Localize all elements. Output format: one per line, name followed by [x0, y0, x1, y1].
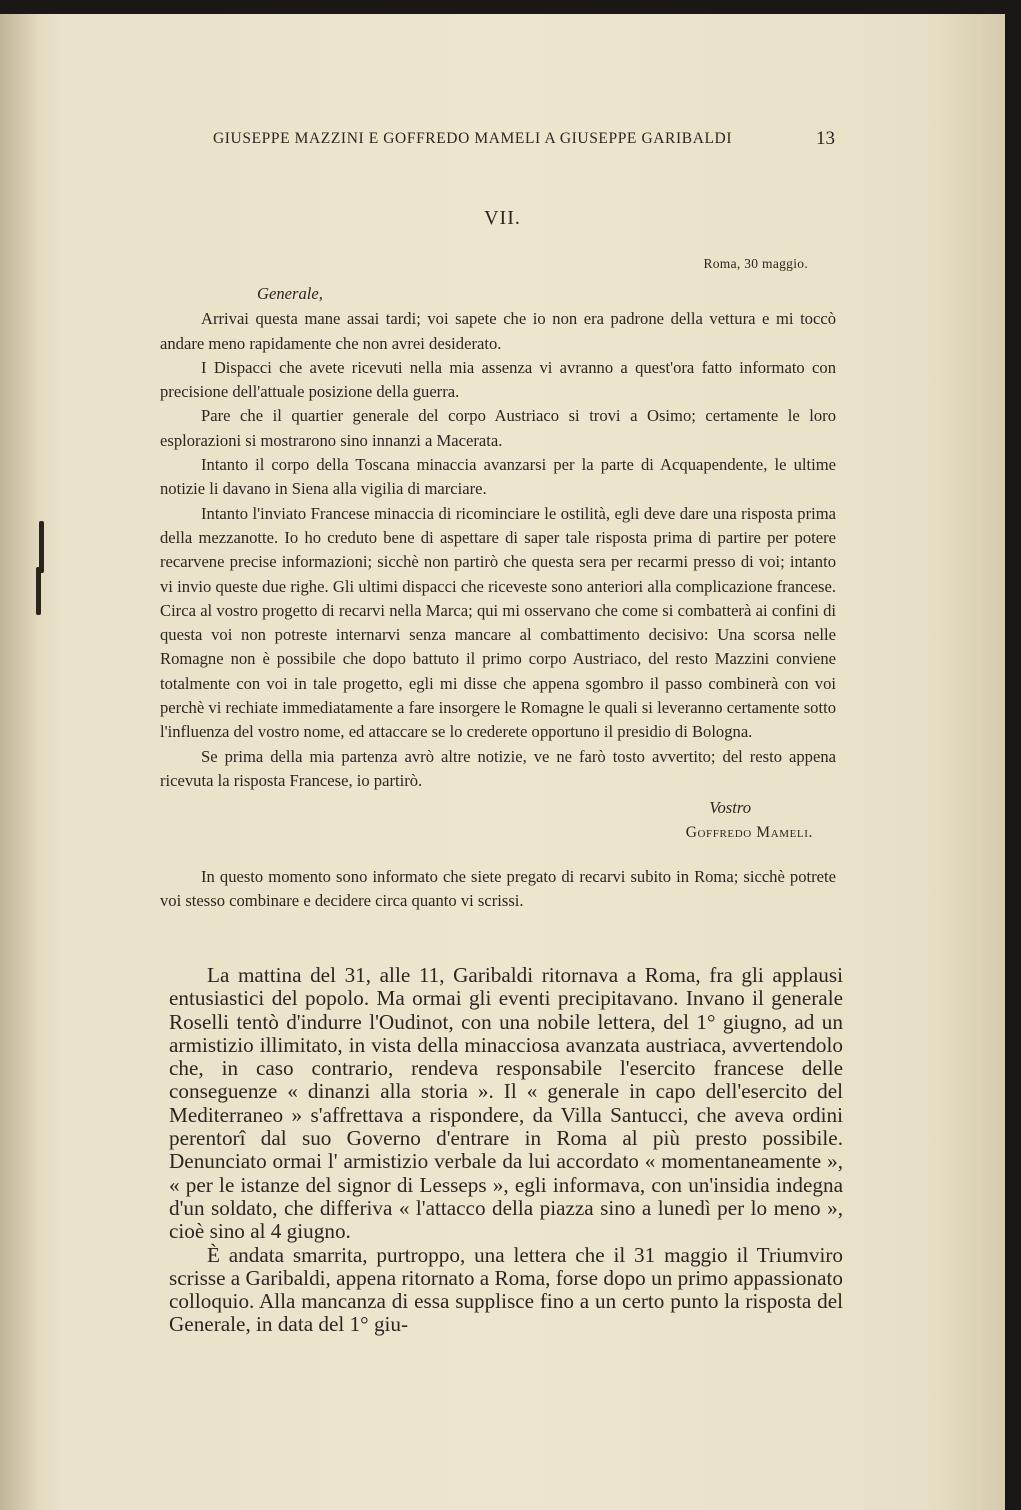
body-paragraph: La mattina del 31, alle 11, Garibaldi ritornava a Roma, fra gli applausi entusiastici del popolo. Ma ormai gli eventi precipitavano. Invano il generale Roselli tentò d'indurre l'Oudinot, con una nobile lettera, del 1° giugno, ad un armistizio illimitato, in vista della minacciosa avanzata austriaca, avvertendolo che, in caso contrario, rendeva responsabile l'esercito francese delle conseguenze « dinanzi alla storia ». Il « generale in capo dell'esercito del Mediterraneo » s'affrettava a rispondere, da Villa Santucci, che aveva ordini perentorî dal suo Governo d'entrare in Roma al più presto possibile. Denunciato ormai l' armistizio verbale da lui accordato « momentaneamente », « per le istanze del signor di Lesseps », egli informava, con un'insidia indegna d'un soldato, che differiva « l'attacco della piazza sino a lunedì per lo meno », cioè sino al 4 giugno. [169, 963, 843, 1244]
running-head-title: GIUSEPPE MAZZINI E GOFFREDO MAMELI A GIUSEPPE GARIBALDI [213, 130, 733, 147]
letter-paragraph: Arrivai questa mane assai tardi; voi sapete che io non era padrone della vettura e mi toccò andare meno rapidamente che non avrei desiderato. [160, 309, 836, 353]
letter-salutation: Generale, [257, 284, 323, 304]
letter-paragraph: Intanto il corpo della Toscana minaccia avanzarsi per la parte di Acquapendente, le ultime notizie li davano in Siena alla vigilia di marciare. [160, 455, 836, 499]
letter [160, 252, 836, 913]
book-page [0, 14, 1005, 1510]
letter-place-date: Roma, 30 maggio. [703, 256, 808, 271]
binding-thread-mark [39, 521, 44, 573]
body-text [169, 964, 843, 1337]
letter-paragraph: Intanto l'inviato Francese minaccia di ricominciare le ostilità, egli deve dare una risposta prima della mezzanotte. Io ho creduto bene di aspettare di saper tale risposta prima di partire per potere recarvene precise informazioni; sicchè non partirò che questa sera per recarmi presso di voi; intanto vi invio queste due righe. Gli ultimi dispacci che riceveste sono anteriori alla complicazione francese. Circa al vostro progetto di recarvi nella Marca; qui mi osservano che come si combatterà ai confini di questa voi non potreste internarvi senza mancare al combattimento decisivo: Una scorsa nelle Romagne non è possibile che dopo battuto il primo corpo Austriaco, del resto Mazzini conviene totalmente con voi in tale progetto, egli mi disse che appena sgombro il passo combinerà con voi perchè vi rechiate immediatamente a fare insorgere le Romagne le quali si leveranno certamente sotto l'influenza del vostro nome, ed attaccare se lo crederete opportuno il presidio di Bologna. [160, 503, 836, 742]
letter-paragraph: Pare che il quartier generale del corpo Austriaco si trovi a Osimo; certamente le loro esplorazioni si mostrarono sino innanzi a Macerata. [160, 406, 836, 450]
page-number: 13 [816, 128, 835, 149]
gutter-shadow [0, 14, 40, 1510]
letter-paragraph: Se prima della mia partenza avrò altre notizie, ve ne farò tosto avvertito; del resto appena ricevuta la risposta Francese, io partirò. [160, 746, 836, 790]
body-paragraph: È andata smarrita, purtroppo, una lettera che il 31 maggio il Triumviro scrisse a Garibaldi, appena ritornato a Roma, forse dopo un primo appassionato colloquio. Alla mancanza di essa supplisce fino a un certo punto la risposta del Generale, in data del 1° giu- [169, 1242, 843, 1337]
section-number: VII. [484, 207, 521, 229]
binding-thread-mark [36, 567, 41, 615]
letter-signature: Goffredo Mameli. [685, 823, 813, 841]
letter-closing: Vostro [709, 798, 751, 818]
running-head [213, 130, 835, 148]
letter-postscript: In questo momento sono informato che siete pregato di recarvi subito in Roma; sicchè potrete voi stesso combinare e decidere circa quanto vi scrissi. [160, 866, 836, 911]
letter-paragraph: I Dispacci che avete ricevuti nella mia assenza vi avranno a quest'ora fatto informato con precisione dell'attuale posizione della guerra. [160, 357, 836, 402]
